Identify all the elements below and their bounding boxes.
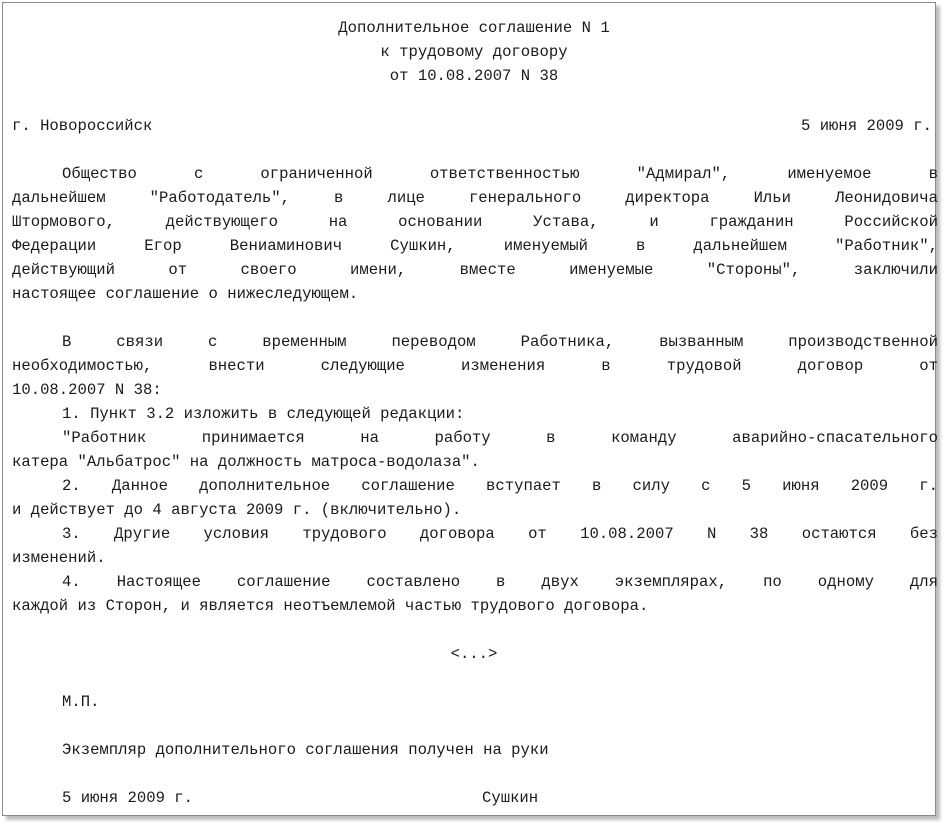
- item-1-quote: "Работник принимается на работу в команду аварийно-спасательного: [62, 429, 938, 447]
- item-2-last: и действует до 4 августа 2009 г. (включительно).: [12, 501, 462, 519]
- date: 5 июня 2009 г.: [800, 117, 932, 135]
- preamble-line: действующий от своего имени, вместе именуемые "Стороны", заключили: [12, 261, 938, 279]
- received-note: Экземпляр дополнительного соглашения получен на руки: [62, 741, 549, 759]
- title-line-1: Дополнительное соглашение N 1: [338, 19, 610, 37]
- title-line-2: к трудовому договору: [380, 43, 568, 61]
- ellipsis: <...>: [450, 645, 498, 663]
- place: г. Новороссийск: [12, 117, 153, 135]
- intro-line: необходимостью, внести следующие изменения в трудовой договор от: [12, 357, 938, 375]
- item-3: 3. Другие условия трудового договора от 10.08.2007 N 38 остаются без: [62, 525, 938, 543]
- footer-date: 5 июня 2009 г.: [62, 789, 194, 807]
- preamble-line: Общество с ограниченной ответственностью "Адмирал", именуемое в: [62, 165, 938, 183]
- intro-line: В связи с временным переводом Работника, вызванным производственной: [62, 333, 938, 351]
- intro-last-line: 10.08.2007 N 38:: [12, 381, 162, 399]
- preamble-line: Федерации Егор Вениаминович Сушкин, именуемый в дальнейшем "Работник",: [12, 237, 938, 255]
- item-4: 4. Настоящее соглашение составлено в двух экземплярах, по одному для: [62, 573, 938, 591]
- preamble-line: дальнейшем "Работодатель", в лице генерального директора Ильи Леонидовича: [12, 189, 938, 207]
- item-1-quote-last: катера "Альбатрос" на должность матроса-водолаза".: [12, 453, 480, 471]
- preamble-line: Штормового, действующего на основании Устава, и гражданин Российской: [12, 213, 938, 231]
- preamble-last-line: настоящее соглашение о нижеследующем.: [12, 285, 359, 303]
- title-line-3: от 10.08.2007 N 38: [389, 67, 559, 85]
- item-1: 1. Пункт 3.2 изложить в следующей редакции:: [62, 405, 465, 423]
- item-4-last: каждой из Сторон, и является неотъемлемой частью трудового договора.: [12, 597, 649, 615]
- signature: Сушкин: [482, 789, 539, 807]
- item-3-last: изменений.: [12, 549, 106, 567]
- item-2: 2. Данное дополнительное соглашение вступает в силу с 5 июня 2009 г.: [62, 477, 938, 495]
- stamp-mark: М.П.: [62, 693, 100, 711]
